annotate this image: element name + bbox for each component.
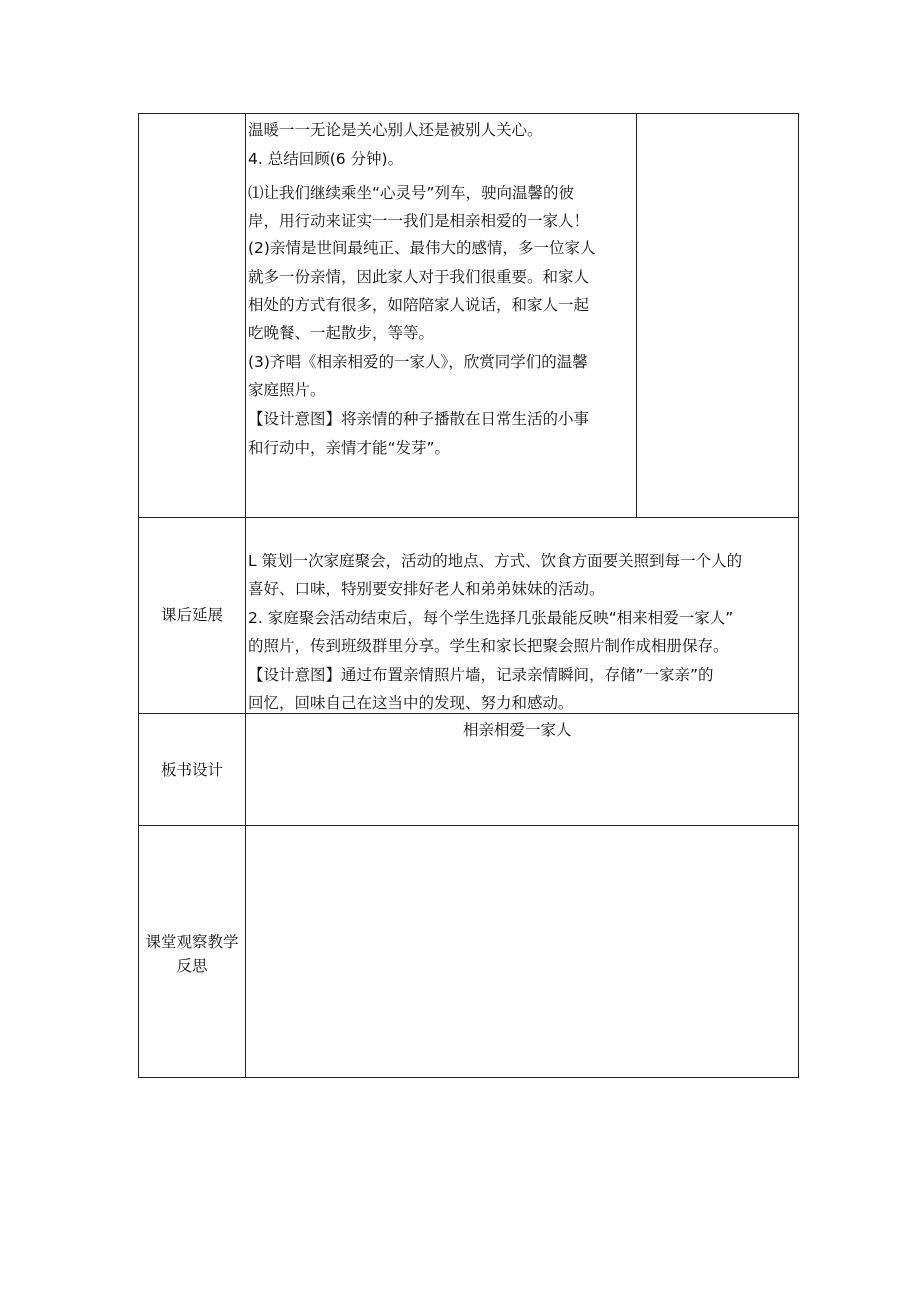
row2-line: 2. 家庭聚会活动结束后，每个学生选择几张最能反映“相来相爱一家人” [248, 609, 734, 627]
design-intent-line: 【设计意图】将亲情的种子播散在日常生活的小事 [248, 410, 590, 428]
row1-line: 家庭照片。 [248, 381, 326, 399]
row3-bottom-border [138, 825, 799, 826]
row1-line: 相处的方式有很多，如陪陪家人说话，和家人一起 [248, 296, 590, 314]
design-intent-line: 和行动中，亲情才能“发芽”。 [248, 439, 451, 457]
row1-line: 就多一份亲情，因此家人对于我们很重要。和家人 [248, 268, 590, 286]
table-bottom-border [138, 1077, 799, 1078]
row1-line: (2)亲情是世间最纯正、最伟大的感情，多一位家人 [248, 239, 596, 257]
row2-line: L 策划一次家庭聚会，活动的地点、方式、饮食方面要关照到每一个人的 [248, 552, 743, 570]
board-design-title: 相亲相爱一家人 [463, 721, 572, 739]
row1-content-cell [246, 114, 636, 517]
row2-line: 喜好、口味，特别要安排好老人和弟弟妹妹的活动。 [248, 580, 605, 598]
row2-content-cell [246, 518, 798, 713]
row4-label [139, 930, 245, 978]
row2-line: 的照片，传到班级群里分享。学生和家长把聚会照片制作成相册保存。 [248, 637, 729, 655]
row4-label-line1: 课堂观察教学 [145, 933, 239, 951]
row4-label-line2: 反思 [176, 957, 208, 975]
row1-line: ⑴让我们继续乘坐“心灵号”列车，驶向温馨的彼 [248, 184, 575, 202]
row1-line: (3)齐唱《相亲相爱的一家人》，欣赏同学们的温馨 [248, 353, 588, 371]
design-intent-line: 回忆，回味自己在这当中的发现、努力和感动。 [248, 694, 574, 712]
row1-line: 4. 总结回顾(6 分钟)。 [248, 150, 404, 168]
row1-line: 岸，用行动来证实一一我们是相亲相爱的一家人！ [248, 212, 590, 230]
design-intent-line: 【设计意图】通过布置亲情照片墙，记录亲情瞬间，存储”一家亲”的 [248, 666, 714, 684]
row1-line: 吃晚餐、一起散步，等等。 [248, 324, 435, 342]
table-right-border [798, 113, 799, 1078]
row2-label: 课后延展 [160, 606, 223, 624]
row1-line: 温暖一一无论是关心别人还是被别人关心。 [248, 121, 543, 139]
row1-right-column-divider [636, 113, 637, 518]
row3-label: 板书设计 [160, 761, 223, 779]
